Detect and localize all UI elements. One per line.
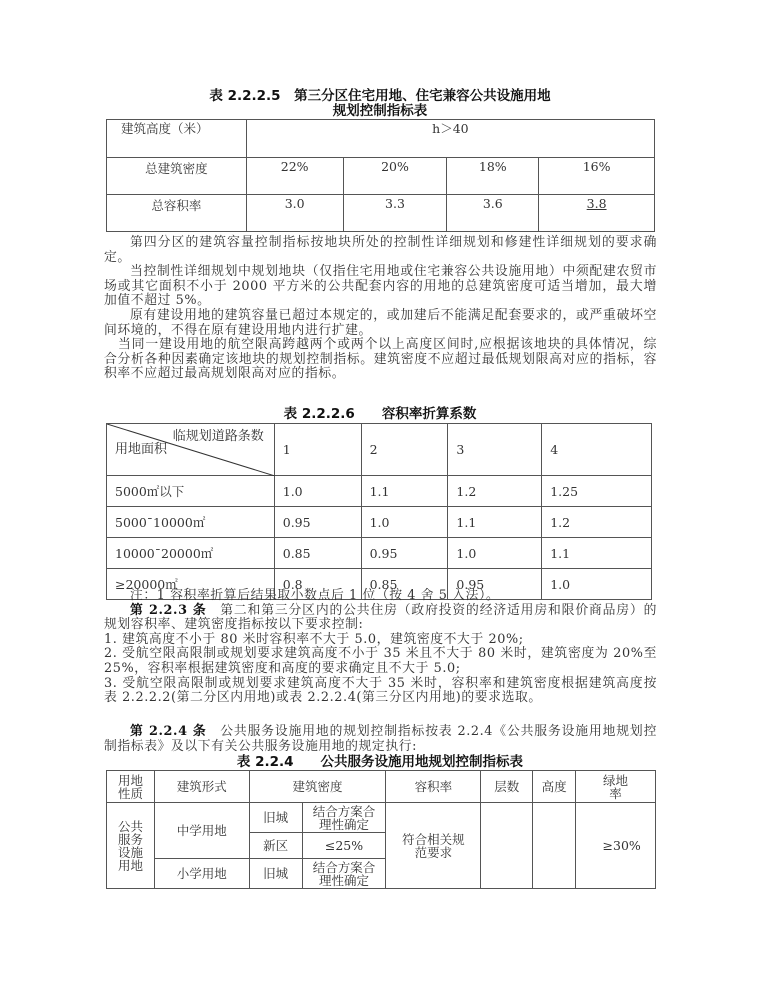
far-value: 3.0 (284, 196, 305, 211)
area-type: 旧城 (249, 803, 302, 833)
cell: 0.95 (361, 538, 448, 569)
list-item: 1. 建筑高度不小于 80 米时容积率不大于 5.0，建筑密度不大于 20%; (104, 631, 524, 647)
height-value-cell (246, 120, 654, 158)
article-heading: 第 2.2.3 条 (130, 602, 207, 618)
diagonal-header-cell (107, 424, 275, 476)
table-row (107, 507, 652, 538)
far-value: 3.6 (482, 196, 503, 211)
density-value: 结合方案合理性确定 (312, 859, 376, 888)
cell (343, 195, 447, 232)
cell: 1.1 (542, 538, 652, 569)
density-value: ≤25% (302, 833, 386, 859)
cell: 1.0 (274, 476, 361, 507)
building-form: 中学用地 (154, 803, 249, 859)
table-header-row (107, 424, 652, 476)
column-header: 层数 (481, 771, 533, 803)
table-2-2-4 (106, 770, 656, 889)
cell: 1.0 (448, 538, 542, 569)
height-label-cell (107, 120, 247, 158)
density-value: 结合方案合理性确定 (312, 803, 376, 832)
row-label: 5000¯10000㎡ (107, 507, 275, 538)
density-label-cell (107, 158, 247, 195)
green-rate-cell (576, 803, 656, 889)
paragraph: 当同一建设用地的航空限高跨越两个或两个以上高度区间时,应根据该地块的具体情况，综合分析各种因素确定该地块的规划控制指标。建筑密度不应超过最低规划限高对应的指标，容积率不应超过最高规划限高对应的指标。 (104, 337, 657, 382)
article-2-2-4-block (104, 725, 657, 754)
article-2-2-3 (104, 604, 657, 633)
article-2-2-3-block (104, 589, 657, 706)
land-area-label: 用地面积 (115, 442, 168, 457)
cell (246, 158, 343, 195)
road-count-label: 临规划道路条数 (172, 429, 264, 444)
far-value: 3.3 (385, 196, 405, 211)
article-text: 公共服务设施用地的规划控制指标按表 2.2.4《公共服务设施用地规划控制指标表》及以下有关公共服务设施用地的规定执行: (104, 724, 657, 754)
density-cell (302, 803, 386, 833)
paragraph: 当控制性详细规划中规划地块（仅指住宅用地或住宅兼容公共设施用地）中须配建农贸市场或其它面积不小于 2000 平方米的公共配套内容的用地的总建筑密度可适当增加，最大增加值不超过 5%。 (104, 264, 657, 309)
cell: 1.0 (361, 507, 448, 538)
density-value: 22% (280, 159, 309, 174)
far-cell (386, 803, 481, 889)
paragraph: 原有建设用地的建筑容量已超过本规定的，或加建后不能满足配套要求的，或严重破坏空间环境的，不得在原有建设用地内进行扩建。 (104, 307, 657, 338)
table-2-2-4-title: 表 2.2.4 公共服务设施用地规划控制指标表 (236, 754, 524, 770)
column-header: 1 (274, 424, 361, 476)
table-row (107, 195, 655, 232)
column-header: 4 (542, 424, 652, 476)
cell: 0.85 (361, 569, 448, 600)
column-header: 容积率 (386, 771, 481, 803)
cell (343, 158, 447, 195)
table-title-line2: 规划控制指标表 (332, 103, 428, 119)
cell: 1.1 (361, 476, 448, 507)
far-value: 3.8 (586, 196, 607, 211)
cell (447, 158, 539, 195)
column-header: 建筑形式 (154, 771, 249, 803)
far-label-cell (107, 195, 247, 232)
paragraph: 第四分区的建筑容量控制指标按地块所处的控制性详细规划和修建性详细规划的要求确定。 (104, 235, 657, 265)
far-label: 总容积率 (151, 198, 202, 213)
density-value: 20% (381, 159, 409, 174)
height-cell (533, 803, 576, 889)
cell (246, 195, 343, 232)
header-green-rate: 绿地率 (603, 772, 629, 801)
area-type: 旧城 (249, 859, 302, 889)
cell (447, 195, 539, 232)
table-row (107, 803, 656, 833)
table-title-line1: 表 2.2.2.5 第三分区住宅用地、住宅兼容公共设施用地 (209, 88, 551, 104)
cell: 1.2 (542, 507, 652, 538)
table-header-row (107, 771, 656, 803)
land-use: 公共服务设施用地 (117, 818, 143, 873)
article-heading: 第 2.2.4 条 (130, 724, 207, 739)
height-label: 建筑高度（米） (121, 121, 209, 136)
cell: 0.95 (274, 507, 361, 538)
green-rate-value: ≥30% (602, 838, 641, 853)
cell (539, 195, 655, 232)
article-text: 第二和第三分区内的公共住房（政府投资的经济适用房和限价商品房）的规划容积率、建筑密度指标按以下要求控制: (104, 602, 657, 633)
column-header (107, 771, 155, 803)
table-2-2-2-5-title (100, 89, 660, 119)
column-header (576, 771, 656, 803)
density-value: 16% (582, 159, 611, 174)
row-label: 10000¯20000㎡ (107, 538, 275, 569)
table-note: 注：1 容积率折算后结果取小数点后 1 位（按 4 舍 5 入法）。 (130, 588, 500, 603)
height-value: h＞40 (432, 121, 469, 136)
cell: 1.1 (448, 507, 542, 538)
table-2-2-2-5 (106, 119, 655, 232)
column-header: 3 (448, 424, 542, 476)
table-row (107, 476, 652, 507)
column-header: 高度 (533, 771, 576, 803)
header-land-use: 用地性质 (117, 772, 143, 801)
area-type: 新区 (249, 833, 302, 859)
article-2-2-4 (104, 725, 657, 754)
row-label: ≥20000㎡ (107, 569, 275, 600)
cell: 1.2 (448, 476, 542, 507)
table-2-2-2-6-title: 表 2.2.2.6 容积率折算系数 (283, 406, 477, 422)
list-item: 2. 受航空限高限制或规划要求建筑高度不小于 35 米且不大于 80 米时，建筑密度为 20%至 25%，容积率根据建筑密度和高度的要求确定且不大于 5.0; (104, 646, 657, 676)
far-value: 符合相关规范要求 (402, 831, 465, 860)
cell: 1.0 (542, 569, 652, 600)
column-header: 2 (361, 424, 448, 476)
table-2-2-2-6 (106, 423, 652, 600)
density-label: 总建筑密度 (145, 161, 208, 176)
cell: 0.85 (274, 538, 361, 569)
table-row (107, 158, 655, 195)
list-item: 3. 受航空限高限制或规划要求建筑高度不大于 35 米时，容积率和建筑密度根据建筑高度按表 2.2.2.2(第二分区内用地)或表 2.2.2.4(第三分区内用地)的要求选取。 (104, 675, 657, 706)
cell: 1.25 (542, 476, 652, 507)
density-cell (302, 859, 386, 889)
row-label: 5000㎡以下 (107, 476, 275, 507)
floors-cell (481, 803, 533, 889)
table-row (107, 120, 655, 158)
cell: 0.95 (448, 569, 542, 600)
building-form: 小学用地 (154, 859, 249, 889)
density-value: 18% (478, 159, 507, 174)
cell: 0.8 (274, 569, 361, 600)
table-row (107, 538, 652, 569)
land-use-cell (107, 803, 155, 889)
column-header: 建筑密度 (249, 771, 386, 803)
body-paragraphs (104, 236, 657, 382)
cell (539, 158, 655, 195)
